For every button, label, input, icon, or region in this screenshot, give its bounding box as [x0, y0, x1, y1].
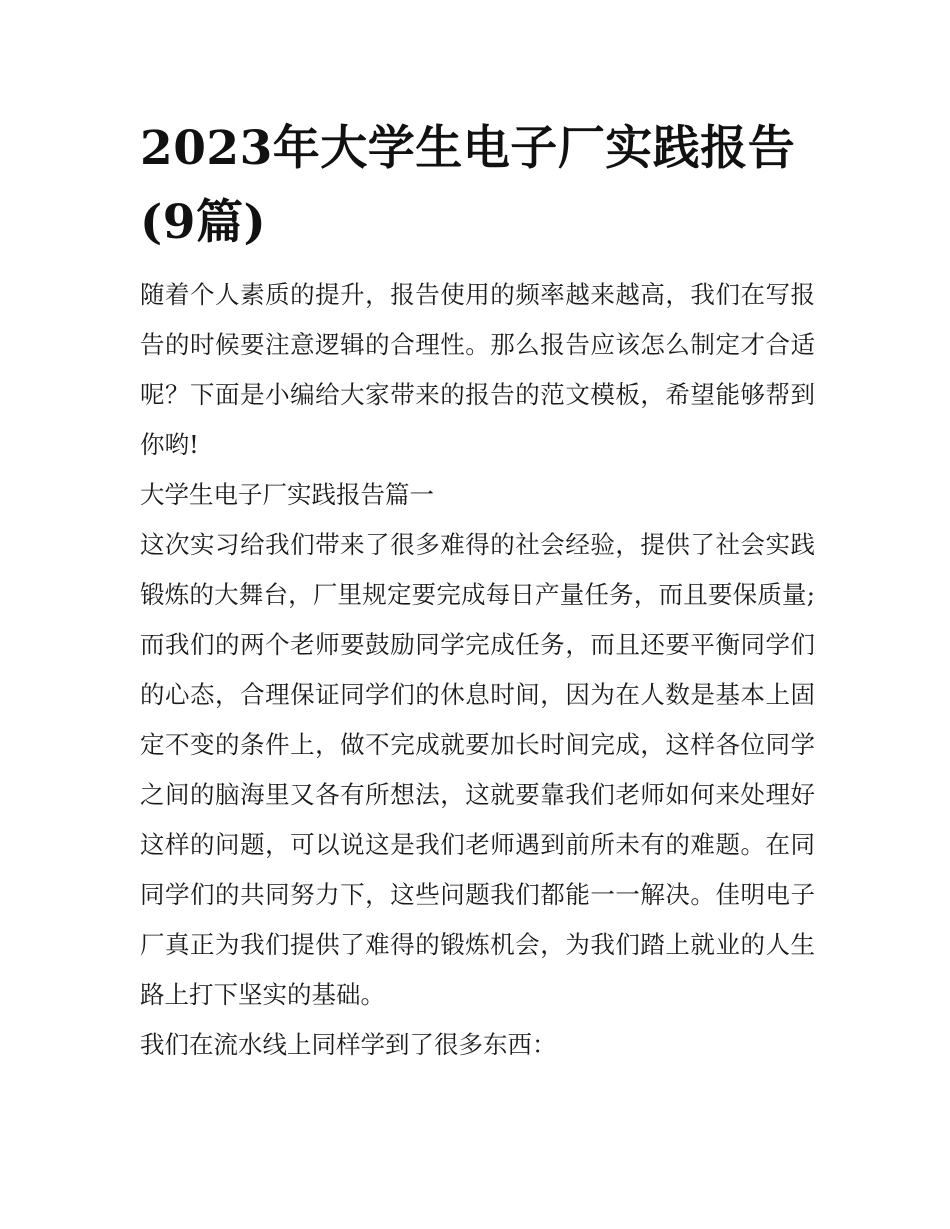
body-paragraph-1: 这次实习给我们带来了很多难得的社会经验，提供了社会实践锻炼的大舞台，厂里规定要完成每日产量任务，而且要保质量;而我们的两个老师要鼓励同学完成任务，而且还要平衡同学们的心态，合理保证同学们的休息时间，因为在人数是基本上固定不变的条件上，做不完成就要加长时间完成，这样各位同学之间的脑海里又各有所想法，这就要靠我们老师如何来处理好这样的问题，可以说这是我们老师遇到前所未有的难题。在同同学们的共同努力下，这些问题我们都能一一解决。佳明电子厂真正为我们提供了难得的锻炼机会，为我们踏上就业的人生路上打下坚实的基础。	[140, 530, 815, 1009]
body-paragraph-2: 我们在流水线上同样学到了很多东西：	[140, 1030, 557, 1059]
document-page	[140, 112, 815, 1070]
section-heading: 大学生电子厂实践报告篇一	[140, 480, 434, 509]
document-title: 2023年大学生电子厂实践报告(9篇)	[140, 121, 796, 250]
intro-paragraph: 随着个人素质的提升，报告使用的频率越来越高，我们在写报告的时候要注意逻辑的合理性。那么报告应该怎么制定才合适呢？下面是小编给大家带来的报告的范文模板，希望能够帮到你哟!	[140, 280, 815, 459]
